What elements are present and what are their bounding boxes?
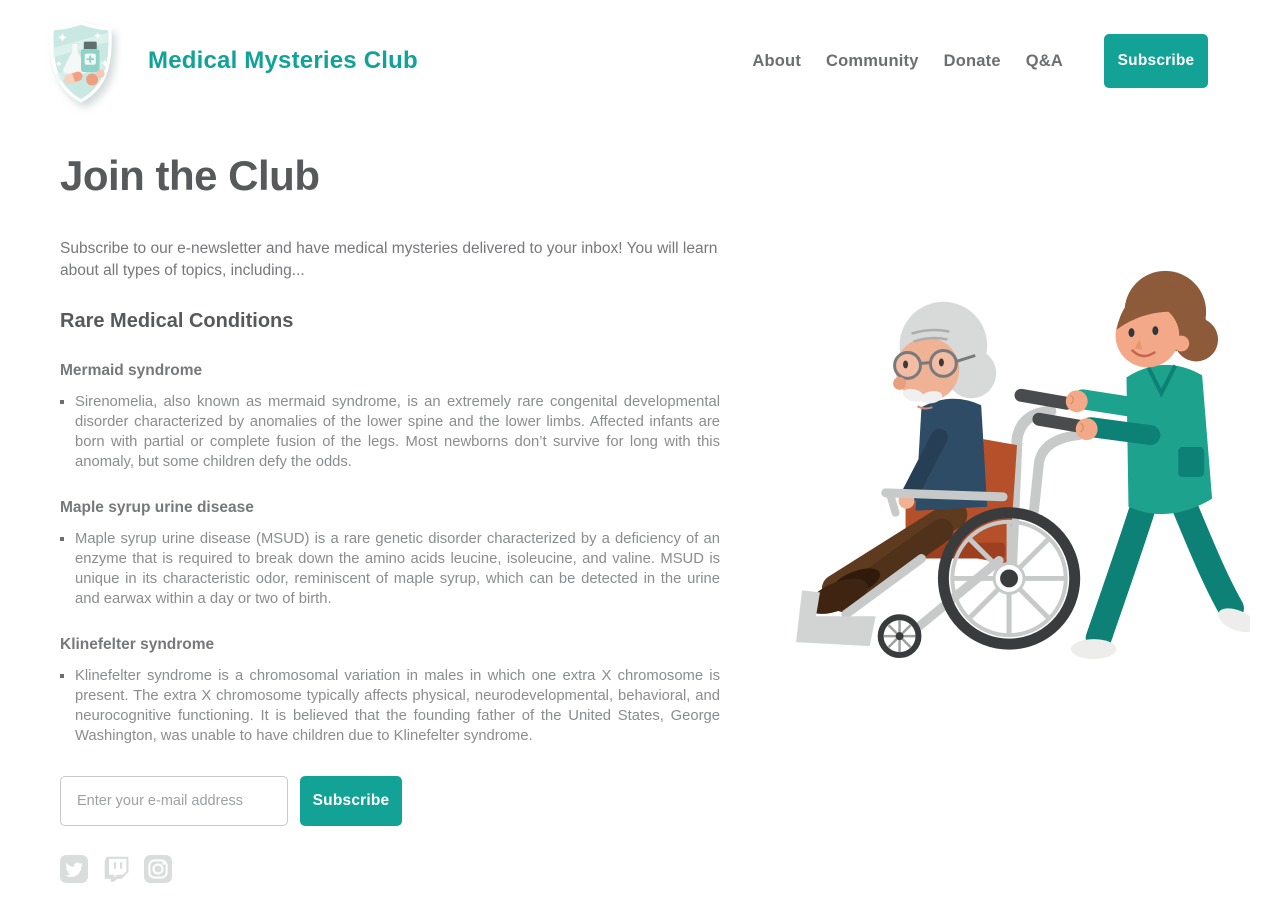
twitter-link[interactable] xyxy=(60,855,88,883)
nav-donate[interactable]: Donate xyxy=(943,51,1001,70)
nurse-figure xyxy=(1071,271,1250,659)
nav-about[interactable]: About xyxy=(752,51,802,70)
intro-text: Subscribe to our e-newsletter and have medical mysteries delivered to your inbox! You will learn about all types of topics, including... xyxy=(60,240,718,279)
condition-description: ▪ Sirenomelia, also known as mermaid syndrome, is an extremely rare congenital developmental disorder characterized by anomalies of the lower spine and the lower limbs. Affected infants are born with partial or complete fusion of the legs. Most newborns don’t survive for long with this anomaly, but some children defy the odds. xyxy=(75,392,720,472)
instagram-icon xyxy=(144,855,172,883)
condition-name: Klinefelter syndrome xyxy=(60,636,215,653)
social-links xyxy=(60,855,720,883)
subscribe-form xyxy=(60,776,720,826)
nav-qa[interactable]: Q&A xyxy=(1025,51,1063,70)
main-content xyxy=(60,152,720,883)
illustration-nurse-wheelchair xyxy=(792,250,1250,668)
nurse-wheelchair-graphic xyxy=(792,250,1250,668)
email-input[interactable] xyxy=(60,776,288,826)
twitch-link[interactable] xyxy=(102,855,130,883)
condition-description: ▪ Klinefelter syndrome is a chromosomal variation in males in which one extra X chromosome is present. The extra X chromosome typically affects physical, neurodevelopmental, behavioral, and neurocognitive functioning. It is believed that the founding father of the United States, George Washington, was unable to have children due to Klinefelter syndrome. xyxy=(75,666,720,746)
page-title: Join the Club xyxy=(60,152,320,199)
twitch-icon xyxy=(102,855,130,883)
brand-link[interactable] xyxy=(44,16,418,106)
header-subscribe-button[interactable]: Subscribe xyxy=(1104,34,1208,88)
condition-description: ▪ Maple syrup urine disease (MSUD) is a rare genetic disorder characterized by a deficiency of an enzyme that is required to break down the amino acids leucine, isoleucine, and valine. MSUD is unique in its characteristic odor, reminiscent of maple syrup, which can be detected in the urine and earwax within a day or two of birth. xyxy=(75,529,720,609)
handles-and-arms xyxy=(1021,390,1150,440)
condition-name: Mermaid syndrome xyxy=(60,362,203,379)
condition-name: Maple syrup urine disease xyxy=(60,499,254,516)
nav-community[interactable]: Community xyxy=(826,51,919,70)
instagram-link[interactable] xyxy=(144,855,172,883)
condition-klinefelter-syndrome xyxy=(60,636,720,746)
club-shield-logo-icon xyxy=(44,16,118,106)
twitter-icon xyxy=(60,855,88,883)
section-heading: Rare Medical Conditions xyxy=(60,310,294,332)
site-header xyxy=(0,0,1278,122)
subscribe-button[interactable]: Subscribe xyxy=(300,776,402,826)
condition-maple-syrup-urine-disease xyxy=(60,499,720,609)
condition-mermaid-syndrome xyxy=(60,362,720,472)
site-title: Medical Mysteries Club xyxy=(148,47,418,74)
main-nav xyxy=(752,34,1208,88)
